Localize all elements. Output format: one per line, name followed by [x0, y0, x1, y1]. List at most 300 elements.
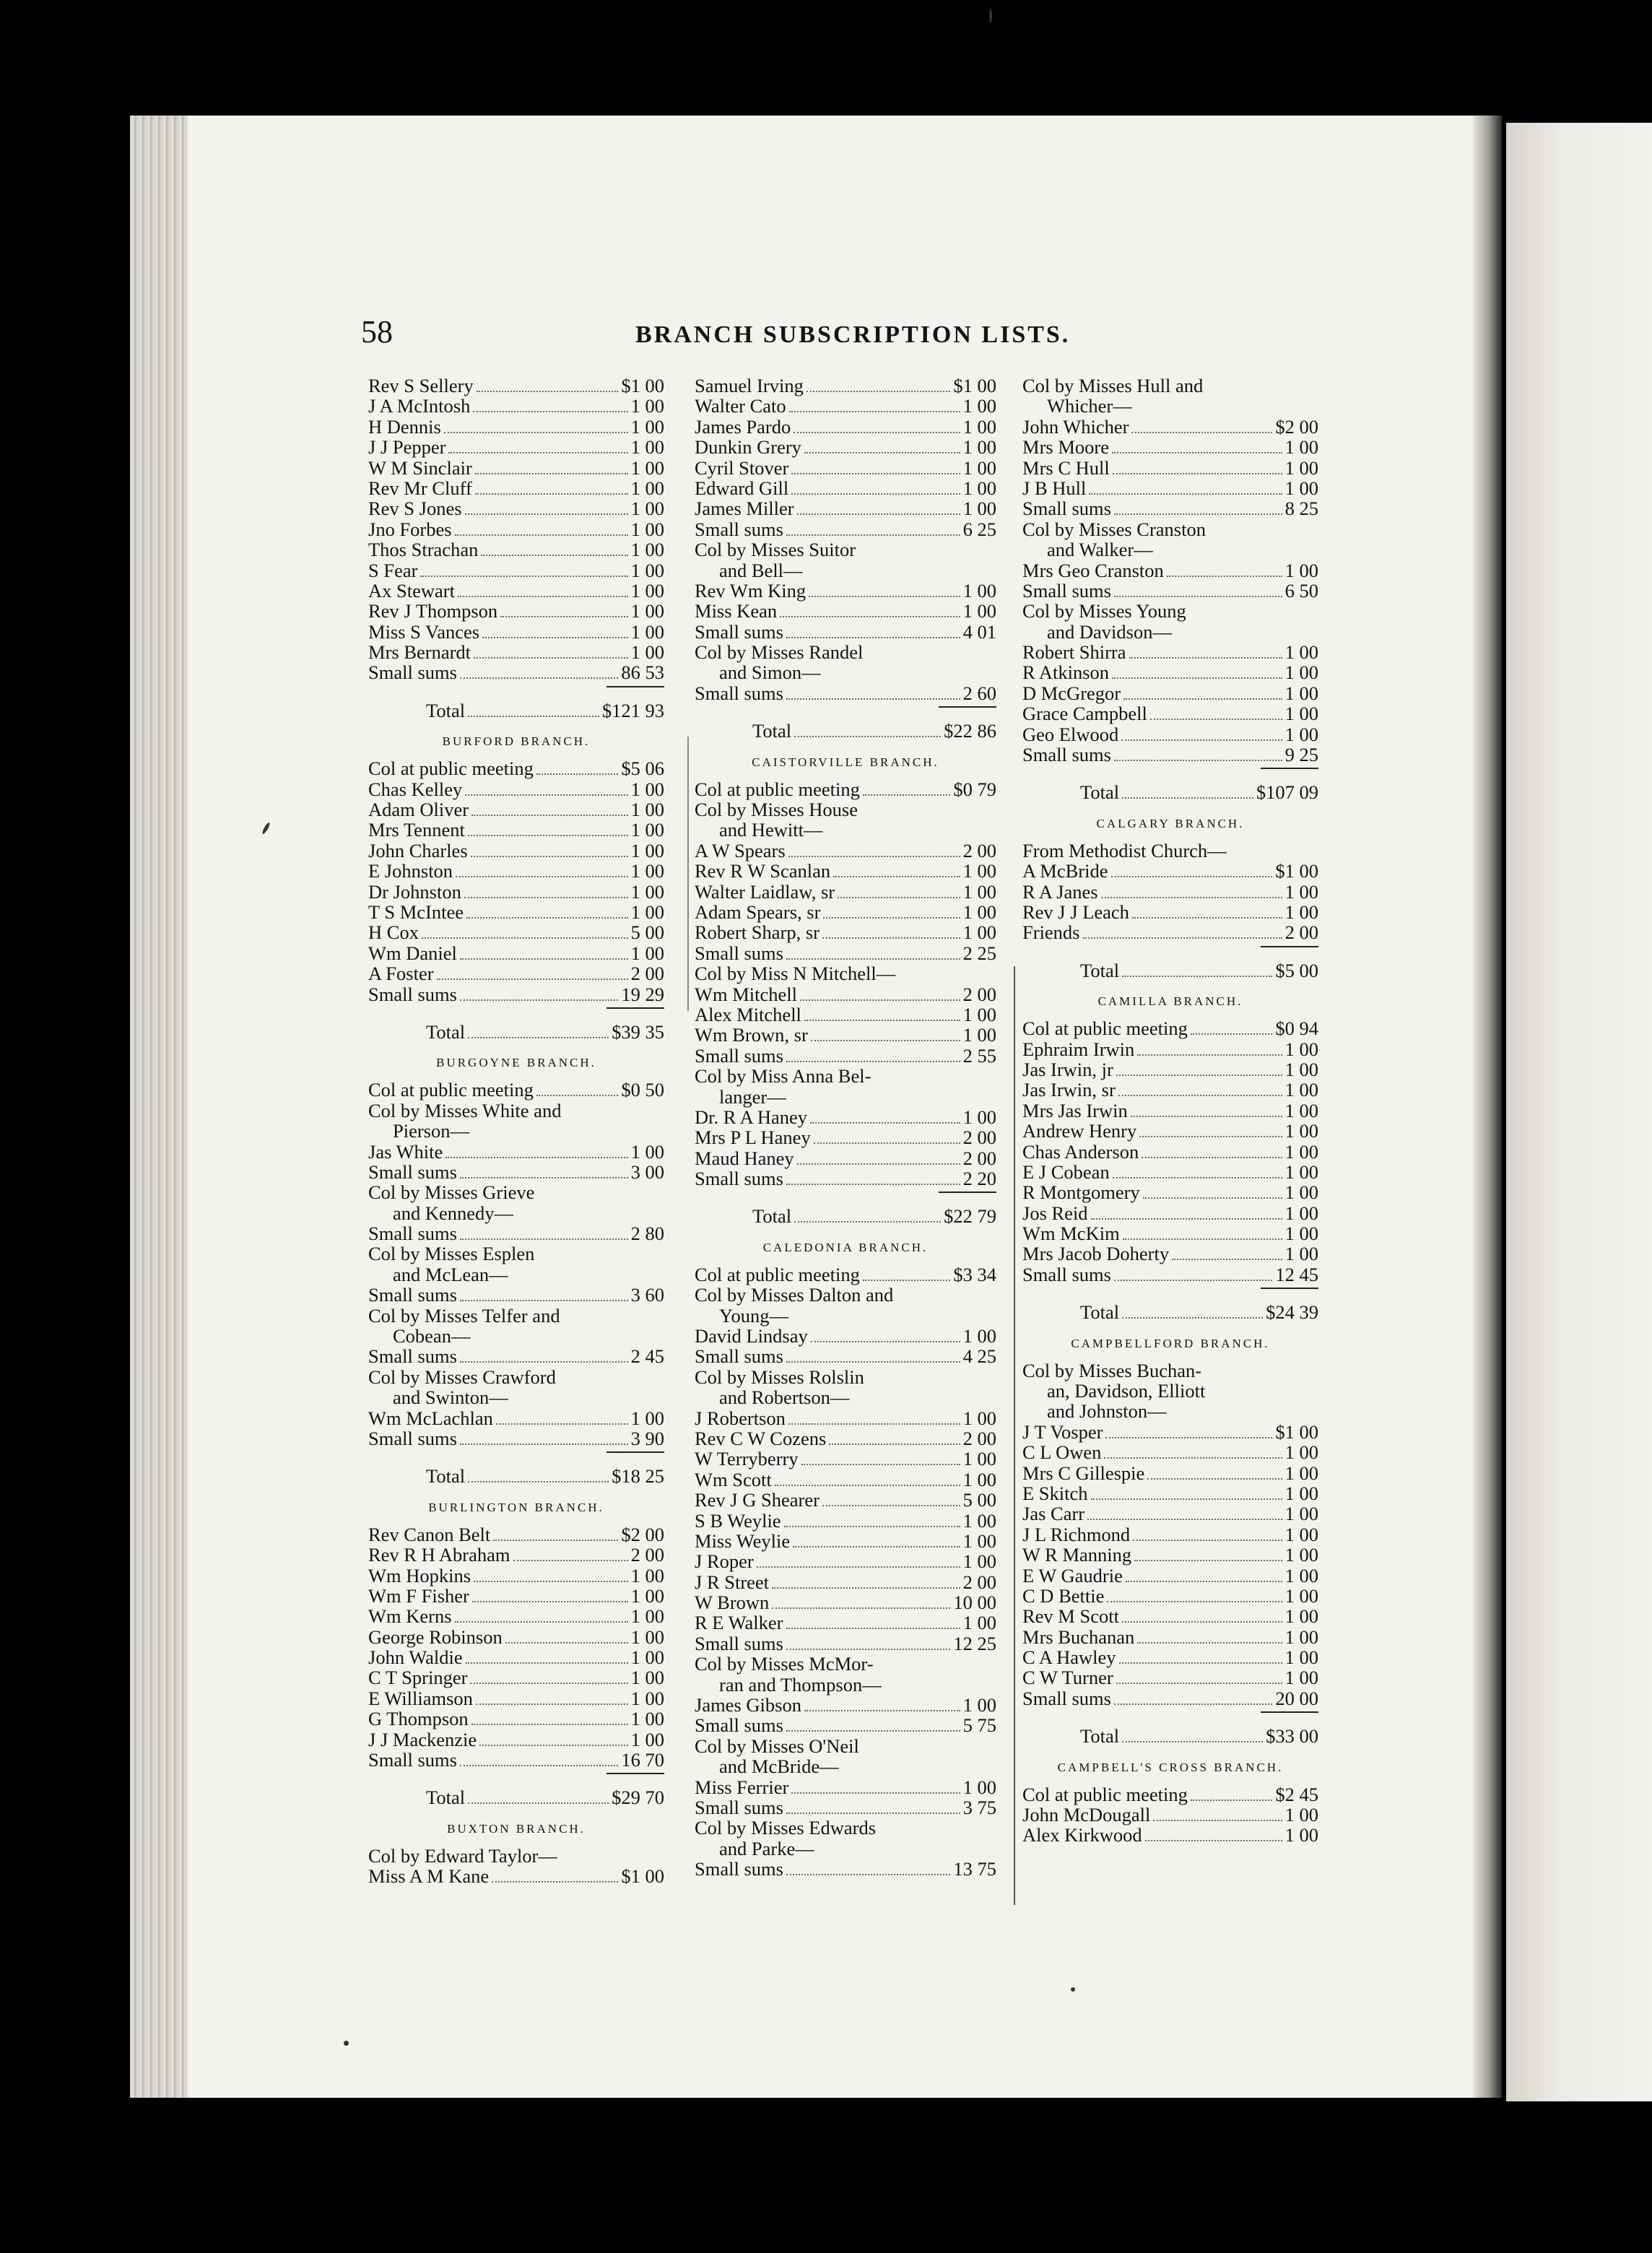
- subscriber-name: Col at public meeting: [695, 1263, 860, 1285]
- subscription-amount: 1 00: [630, 1564, 664, 1586]
- subscription-amount: 1 00: [1284, 1462, 1318, 1484]
- subscription-entry: [1022, 417, 1318, 437]
- subscription-entry: [368, 1428, 664, 1449]
- dot-leader: [786, 534, 960, 536]
- dot-leader: [455, 1621, 628, 1623]
- subscriber-name: Cyril Stover: [695, 456, 789, 479]
- dot-leader: [1122, 1621, 1282, 1623]
- subscriber-name: Mrs Bernardt: [368, 641, 471, 664]
- dot-leader: [1143, 1197, 1282, 1199]
- dot-leader: [536, 773, 618, 775]
- subscription-column-right: [1022, 376, 1318, 1846]
- subscription-entry: [368, 758, 664, 778]
- collector-line: an, Davidson, Elliott: [1047, 1380, 1206, 1402]
- dot-leader: [1112, 452, 1282, 453]
- total-amount: $107 09: [1256, 781, 1318, 804]
- subscription-entry: [368, 799, 664, 820]
- subscription-entry: [368, 1080, 664, 1100]
- subscription-amount: 1 00: [1284, 880, 1318, 903]
- subscriber-name: Rev M Scott: [1022, 1605, 1119, 1628]
- dot-leader: [1123, 698, 1282, 700]
- subscriber-name: W Terryberry: [695, 1448, 799, 1470]
- subscription-amount: 1 00: [1284, 1099, 1318, 1121]
- subscription-amount: 1 00: [630, 1625, 664, 1648]
- subscription-entry: [1022, 861, 1318, 881]
- collector-line: Col by Misses House: [695, 799, 858, 821]
- subscriber-name: G Thompson: [368, 1708, 469, 1730]
- subscriber-name: Jos Reid: [1022, 1202, 1088, 1224]
- subscription-entry: [695, 1633, 996, 1654]
- subscription-entry: [368, 1408, 664, 1428]
- dot-leader: [786, 1061, 960, 1062]
- subscriber-name: W M Sinclair: [368, 456, 472, 479]
- total-label: Total: [426, 1465, 466, 1488]
- subscription-amount: 1 00: [962, 1407, 996, 1429]
- subscriber-name: Jno Forbes: [368, 518, 452, 540]
- subscription-entry: [1022, 1647, 1318, 1667]
- subscription-amount: 1 00: [962, 1106, 996, 1128]
- subscription-amount: 1 00: [962, 436, 996, 459]
- dot-leader: [460, 677, 618, 679]
- branch-total: [368, 1449, 664, 1486]
- subscription-amount: 1 00: [1284, 456, 1318, 479]
- total-label: Total: [426, 1020, 466, 1043]
- subscription-amount: 2 00: [962, 1571, 996, 1593]
- dot-leader: [772, 1607, 950, 1609]
- subscription-entry: [695, 519, 996, 539]
- subscriber-name: C D Bettie: [1022, 1584, 1105, 1607]
- subscription-entry: [695, 601, 996, 621]
- dot-leader: [1116, 1683, 1282, 1684]
- subscriber-name: J L Richmond: [1022, 1523, 1131, 1545]
- dot-leader: [786, 1361, 960, 1363]
- dot-leader: [474, 657, 628, 659]
- subscriber-name: Edward Gill: [695, 477, 789, 499]
- subscriber-name: Walter Laidlaw, sr: [695, 880, 835, 903]
- dot-leader: [1091, 1218, 1282, 1220]
- dot-leader: [1114, 1280, 1272, 1281]
- dot-leader: [804, 1020, 960, 1021]
- subscription-entry: [1022, 1805, 1318, 1825]
- subscription-amount: 1 00: [962, 477, 996, 499]
- subscription-amount: 1 00: [1284, 1625, 1318, 1648]
- subscription-amount: 1 00: [1284, 900, 1318, 923]
- subscription-amount: 1 00: [630, 579, 664, 602]
- subscriber-name: Jas Carr: [1022, 1503, 1085, 1525]
- dot-leader: [1114, 513, 1282, 515]
- collector-line: and Hewitt—: [719, 819, 823, 841]
- dot-leader: [822, 1505, 960, 1506]
- collector-line: and McBride—: [719, 1755, 839, 1778]
- dot-leader: [786, 637, 960, 638]
- subscription-amount: 1 00: [630, 1687, 664, 1709]
- dot-leader: [807, 391, 951, 392]
- total-amount: $33 00: [1266, 1725, 1318, 1748]
- dot-leader: [472, 1601, 628, 1602]
- subscriber-name: C T Springer: [368, 1667, 468, 1689]
- subscriber-name: Chas Anderson: [1022, 1140, 1139, 1163]
- branch-heading: CAISTORVILLE BRANCH.: [752, 755, 939, 769]
- column-rule: [687, 737, 689, 1011]
- subscription-amount: 2 00: [962, 1427, 996, 1449]
- subscription-amount: $2 45: [1275, 1783, 1318, 1805]
- subscriber-name: C A Hawley: [1022, 1646, 1116, 1669]
- total-label: Total: [1080, 1301, 1120, 1324]
- subscriber-name: Wm McKim: [1022, 1223, 1120, 1245]
- dot-leader: [1113, 473, 1282, 474]
- subscription-amount: 1 00: [1284, 723, 1318, 745]
- subscription-entry: [695, 396, 996, 416]
- dot-leader: [492, 1881, 618, 1883]
- dot-leader: [481, 555, 627, 556]
- subscription-amount: 2 00: [630, 1544, 664, 1566]
- dot-leader: [460, 1765, 618, 1766]
- total-line: [1022, 1302, 1318, 1322]
- subscription-amount: $0 79: [953, 778, 996, 800]
- dot-leader: [464, 897, 628, 898]
- subscription-entry: [1022, 1825, 1318, 1845]
- subscription-entry: [368, 1750, 664, 1770]
- subscription-amount: 2 00: [962, 983, 996, 1005]
- subscription-entry: [368, 601, 664, 621]
- branch-heading: BURGOYNE BRANCH.: [436, 1056, 596, 1070]
- dot-leader: [1167, 576, 1282, 577]
- branch-total: [1022, 1285, 1318, 1322]
- subscription-entry: [695, 882, 996, 902]
- collector-line: and Robertson—: [719, 1386, 850, 1409]
- subscription-entry: [368, 963, 664, 984]
- subscription-amount: 1 00: [630, 880, 664, 903]
- subscription-entry: [1022, 1688, 1318, 1709]
- subscription-entry: [695, 1470, 996, 1490]
- subscriber-name: Rev R W Scanlan: [695, 860, 831, 882]
- subscriber-name: Rev J Thompson: [368, 600, 498, 622]
- subscription-amount: 19 29: [621, 983, 664, 1005]
- dot-leader: [468, 1481, 609, 1483]
- subscription-entry: [368, 396, 664, 416]
- subscription-entry: [368, 922, 664, 942]
- dot-leader: [1191, 1800, 1272, 1801]
- total-label: Total: [426, 1787, 466, 1809]
- subscription-amount: 1 00: [962, 1612, 996, 1634]
- subscriber-name: R Montgomery: [1022, 1181, 1140, 1204]
- collector-line: and Swinton—: [393, 1386, 508, 1409]
- subscriber-name: James Gibson: [695, 1694, 801, 1716]
- total-rule: [607, 1007, 664, 1009]
- dot-leader: [786, 1628, 960, 1629]
- total-label: Total: [1080, 1725, 1120, 1748]
- subscriber-name: John McDougall: [1022, 1804, 1151, 1826]
- subscription-amount: 2 25: [962, 942, 996, 964]
- collector-line: Col by Misses Esplen: [368, 1243, 535, 1265]
- subscription-entry: [695, 1168, 996, 1189]
- dot-leader: [1107, 1601, 1282, 1602]
- subscription-amount: 16 70: [621, 1749, 664, 1771]
- subscription-amount: 13 75: [953, 1858, 996, 1880]
- subscription-amount: 1 00: [630, 641, 664, 664]
- branch-heading: CAMPBELLFORD BRANCH.: [1071, 1336, 1270, 1350]
- subscription-amount: 1 00: [1284, 1584, 1318, 1607]
- dot-leader: [468, 1802, 609, 1804]
- subscriber-name: Small sums: [1022, 1263, 1111, 1285]
- subscriber-name: Small sums: [368, 1345, 457, 1368]
- subscription-amount: 1 00: [1284, 1243, 1318, 1265]
- subscription-entry: [695, 581, 996, 601]
- dot-leader: [496, 1423, 628, 1425]
- subscriber-name: Rev J G Shearer: [695, 1489, 820, 1511]
- dot-leader: [786, 698, 960, 700]
- subscription-amount: 1 00: [630, 778, 664, 800]
- branch-total: [368, 1004, 664, 1042]
- collector-line: Col by Misses Randel: [695, 641, 864, 664]
- subscription-amount: 1 00: [630, 518, 664, 540]
- subscription-entry: [368, 820, 664, 840]
- subscriber-name: Robert Sharp, sr: [695, 921, 820, 944]
- subscription-amount: 1 00: [962, 498, 996, 520]
- subscriber-name: Rev Wm King: [695, 579, 807, 602]
- subscriber-name: Mrs C Gillespie: [1022, 1462, 1145, 1484]
- subscription-amount: 1 00: [962, 900, 996, 923]
- subscriber-name: A McBride: [1022, 860, 1108, 882]
- subscription-amount: 12 25: [953, 1632, 996, 1654]
- subscriber-name: Mrs Geo Cranston: [1022, 559, 1164, 581]
- collector-line: and Johnston—: [1047, 1400, 1167, 1423]
- subscriber-name: Mrs Moore: [1022, 436, 1109, 459]
- subscription-entry: [368, 498, 664, 518]
- subscriber-name: Wm F Fisher: [368, 1584, 469, 1607]
- subscription-entry: [368, 622, 664, 642]
- subscriber-name: David Lindsay: [695, 1325, 808, 1347]
- subscriber-name: Mrs Jas Irwin: [1022, 1099, 1128, 1121]
- subscription-entry: [368, 1606, 664, 1626]
- dot-leader: [460, 1300, 628, 1301]
- subscription-entry: [695, 1797, 996, 1818]
- branch-total: [695, 1189, 996, 1226]
- dot-leader: [791, 1792, 960, 1794]
- collector-line: and Kennedy—: [393, 1202, 514, 1224]
- total-rule: [607, 1451, 664, 1453]
- subscriber-name: Rev C W Cozens: [695, 1427, 827, 1449]
- subscription-amount: 9 25: [1284, 744, 1318, 766]
- subscription-entry: [695, 984, 996, 1004]
- subscriber-name: Dr Johnston: [368, 880, 461, 903]
- dot-leader: [468, 716, 599, 717]
- subscription-amount: 3 75: [962, 1797, 996, 1818]
- subscriber-name: E Williamson: [368, 1687, 473, 1709]
- subscriber-name: Adam Oliver: [368, 799, 469, 821]
- dot-leader: [788, 1423, 960, 1425]
- subscription-entry: [1022, 662, 1318, 682]
- subscription-amount: 6 50: [1284, 579, 1318, 602]
- collector-line: langer—: [719, 1085, 786, 1108]
- subscription-entry: [1022, 458, 1318, 478]
- subscription-entry: [1022, 902, 1318, 922]
- subscriber-name: Wm Kerns: [368, 1605, 452, 1628]
- subscription-entry: [695, 1695, 996, 1715]
- total-amount: $39 35: [612, 1020, 664, 1043]
- subscription-amount: 1 00: [630, 1708, 664, 1730]
- page-header: [361, 311, 1386, 361]
- subscription-amount: 1 00: [1284, 1441, 1318, 1464]
- subscription-entry: [695, 417, 996, 437]
- subscription-amount: 1 00: [962, 1529, 996, 1552]
- scan-speck: [989, 9, 992, 23]
- subscriber-name: Maud Haney: [695, 1147, 794, 1169]
- subscriber-name: Samuel Irving: [695, 375, 804, 396]
- subscription-amount: 1 00: [1284, 1523, 1318, 1545]
- subscriber-name: Thos Strachan: [368, 539, 479, 561]
- subscriber-name: Wm Brown, sr: [695, 1024, 808, 1046]
- subscription-entry: [695, 779, 996, 799]
- subscriber-name: Small sums: [1022, 498, 1111, 520]
- column-rule: [1014, 966, 1015, 1905]
- subscription-amount: 1 00: [962, 1024, 996, 1046]
- subscription-entry: [1022, 1503, 1318, 1524]
- subscription-amount: 1 00: [630, 1605, 664, 1628]
- subscription-entry: [368, 943, 664, 963]
- subscriber-name: Rev J J Leach: [1022, 900, 1129, 923]
- subscription-entry: [1022, 703, 1318, 724]
- dot-leader: [797, 1163, 960, 1165]
- dot-leader: [477, 391, 619, 392]
- subscriber-name: Friends: [1022, 921, 1080, 944]
- subscription-amount: 1 00: [1284, 703, 1318, 725]
- subscription-entry: [368, 519, 664, 539]
- dot-leader: [1083, 937, 1282, 939]
- subscription-amount: 1 00: [1284, 1120, 1318, 1142]
- subscription-amount: 1 00: [630, 620, 664, 643]
- collector-line: Col by Misses Crawford: [368, 1366, 556, 1388]
- dot-leader: [789, 411, 960, 412]
- scan-speck: [1071, 1987, 1075, 1992]
- dot-leader: [505, 1642, 628, 1644]
- subscription-entry: [1022, 745, 1318, 765]
- dot-leader: [474, 1581, 628, 1582]
- dot-leader: [1137, 1054, 1282, 1056]
- subscription-amount: 1 00: [1284, 1605, 1318, 1628]
- subscriber-name: E W Gaudrie: [1022, 1564, 1123, 1586]
- subscriber-name: Small sums: [695, 518, 783, 540]
- dot-leader: [500, 616, 627, 617]
- subscriber-name: C L Owen: [1022, 1441, 1102, 1464]
- subscription-entry: [1022, 1223, 1318, 1243]
- subscription-entry: [368, 1667, 664, 1688]
- subscriber-name: Small sums: [368, 1284, 457, 1306]
- subscriber-name: James Pardo: [695, 415, 791, 438]
- collector-line: and Parke—: [719, 1837, 814, 1859]
- dot-leader: [471, 856, 628, 857]
- subscription-amount: 3 60: [630, 1284, 664, 1306]
- subscriber-name: Miss Ferrier: [695, 1776, 789, 1798]
- subscription-entry: [368, 779, 664, 799]
- total-label: Total: [1080, 959, 1120, 981]
- subscriber-name: Small sums: [695, 1345, 783, 1368]
- dot-leader: [460, 1444, 628, 1445]
- subscription-amount: 1 00: [1284, 1140, 1318, 1163]
- subscriber-name: Col at public meeting: [368, 1079, 534, 1101]
- subscription-amount: 1 00: [1284, 1223, 1318, 1245]
- dot-leader: [772, 1587, 960, 1589]
- subscriber-name: E Skitch: [1022, 1482, 1088, 1504]
- dot-leader: [788, 856, 960, 857]
- dot-leader: [1114, 596, 1282, 597]
- subscriber-name: Mrs Tennent: [368, 819, 465, 841]
- subscription-amount: 1 00: [1284, 1482, 1318, 1504]
- dot-leader: [811, 1040, 960, 1041]
- total-rule: [607, 686, 664, 687]
- subscriber-name: Small sums: [695, 1714, 783, 1737]
- collector-line: and Walker—: [1047, 539, 1153, 561]
- subscription-amount: 1 00: [1284, 1202, 1318, 1224]
- subscriber-name: J T Vosper: [1022, 1420, 1103, 1443]
- dot-leader: [1147, 1478, 1282, 1480]
- subscription-amount: 2 60: [962, 682, 996, 704]
- subscription-amount: 6 25: [962, 518, 996, 540]
- branch-heading: CAMPBELL'S CROSS BRANCH.: [1057, 1760, 1284, 1774]
- total-line: [368, 700, 664, 721]
- subscription-entry: [1022, 1243, 1318, 1264]
- dot-leader: [1112, 677, 1282, 679]
- total-amount: $121 93: [601, 699, 664, 721]
- subscription-amount: 2 55: [962, 1044, 996, 1067]
- subscription-amount: $1 00: [621, 375, 664, 396]
- subscription-entry: [368, 1627, 664, 1647]
- dot-leader: [1104, 1457, 1282, 1459]
- collector-line: Whicher—: [1047, 395, 1132, 417]
- subscription-entry: [1022, 1121, 1318, 1141]
- collector-line: Col by Edward Taylor—: [368, 1844, 557, 1867]
- dot-leader: [775, 1485, 960, 1486]
- subscriber-name: J R Street: [695, 1571, 770, 1593]
- subscriber-name: Small sums: [368, 661, 457, 684]
- page-stack-edge: [130, 116, 188, 2098]
- total-rule: [1261, 768, 1318, 769]
- subscription-entry: [1022, 1524, 1318, 1545]
- subscription-amount: $0 94: [1275, 1017, 1318, 1040]
- collector-line: and Davidson—: [1047, 620, 1172, 643]
- subscriber-name: H Cox: [368, 921, 419, 944]
- dot-leader: [445, 1157, 627, 1158]
- dot-leader: [863, 1280, 950, 1281]
- subscription-entry: [1022, 1142, 1318, 1162]
- subscriber-name: Alex Mitchell: [695, 1003, 801, 1025]
- subscriber-name: Geo Elwood: [1022, 723, 1119, 745]
- subscriber-name: E J Cobean: [1022, 1160, 1110, 1183]
- dot-leader: [470, 1683, 627, 1684]
- subscriber-name: Rev Mr Cluff: [368, 477, 472, 499]
- collector-line: Col by Misses White and: [368, 1099, 562, 1121]
- collector-line: Col by Misses Telfer and: [368, 1304, 560, 1327]
- subscription-entry: [368, 861, 664, 881]
- dot-leader: [455, 534, 628, 536]
- dot-leader: [814, 1142, 960, 1144]
- subscription-amount: 1 00: [1284, 1038, 1318, 1060]
- subscription-entry: [695, 1428, 996, 1449]
- dot-leader: [838, 897, 960, 898]
- subscriber-name: Small sums: [1022, 579, 1111, 602]
- subscription-entry: [368, 1545, 664, 1565]
- dot-leader: [475, 493, 628, 495]
- subscriber-name: J Roper: [695, 1550, 754, 1573]
- subscription-amount: 1 00: [630, 900, 664, 923]
- subscription-amount: 5 75: [962, 1714, 996, 1737]
- subscription-amount: 2 00: [630, 963, 664, 985]
- subscription-entry: [695, 1004, 996, 1025]
- subscriber-name: Mrs C Hull: [1022, 456, 1110, 479]
- subscription-entry: [368, 1709, 664, 1729]
- collector-line: From Methodist Church—: [1022, 839, 1227, 861]
- subscriber-name: Small sums: [368, 983, 457, 1005]
